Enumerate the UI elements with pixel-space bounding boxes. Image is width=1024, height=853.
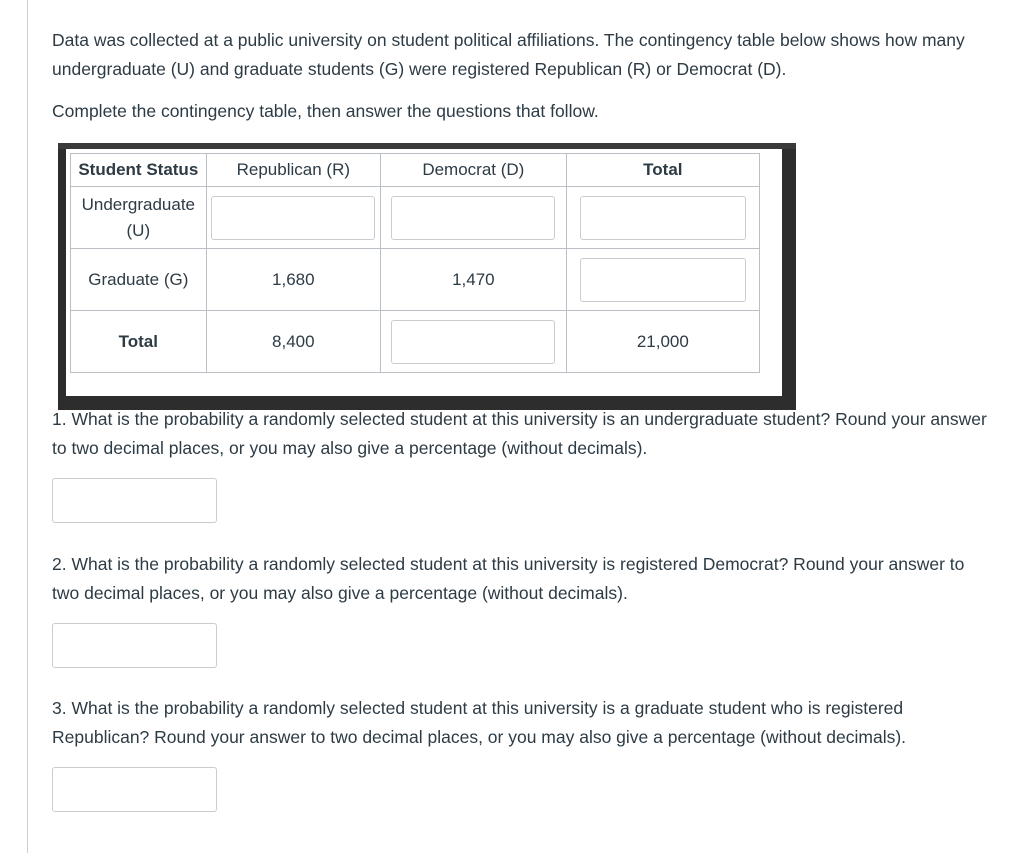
question-content	[52, 26, 992, 747]
cell-undergraduate-democrat	[381, 187, 567, 249]
instruction-paragraph: Complete the contingency table, then answer the questions that follow.	[52, 101, 599, 121]
header-total: Total	[566, 154, 759, 187]
cell-total-republican: 8,400	[206, 311, 380, 373]
cell-undergraduate-total	[566, 187, 759, 249]
table-row-undergraduate	[71, 187, 760, 249]
table-header-row	[71, 154, 760, 187]
header-student-status: Student Status	[71, 154, 207, 187]
header-democrat: Democrat (D)	[381, 154, 567, 187]
row-label-undergraduate-line1: Undergraduate	[81, 194, 196, 214]
question-1-answer-input[interactable]	[52, 478, 217, 523]
row-label-graduate: Graduate (G)	[71, 249, 207, 311]
graduate-total-input[interactable]	[580, 258, 746, 302]
row-label-undergraduate-line2: (U)	[126, 220, 151, 240]
cell-graduate-total	[566, 249, 759, 311]
cell-graduate-republican: 1,680	[206, 249, 380, 311]
header-republican: Republican (R)	[206, 154, 380, 187]
undergraduate-republican-input[interactable]	[211, 196, 375, 240]
undergraduate-democrat-input[interactable]	[391, 196, 555, 240]
cell-undergraduate-republican	[206, 187, 380, 249]
cell-total-total: 21,000	[566, 311, 759, 373]
question-2-text: 2. What is the probability a randomly selected student at this university is registered Democrat? Round your answer to two decimal places, or you may also give a percentage (without decimals).	[52, 554, 965, 603]
row-label-undergraduate	[71, 187, 207, 249]
intro-paragraph: Data was collected at a public university on student political affiliations. The contingency table below shows how many undergraduate (U) and graduate students (G) were registered Republican (R) or Democrat (D).	[52, 30, 965, 79]
question-1-text: 1. What is the probability a randomly selected student at this university is an undergraduate student? Round your answer to two decimal places, or you may also give a percentage (without decimals).	[52, 409, 987, 458]
table-row-graduate	[71, 249, 760, 311]
content-left-border	[27, 0, 28, 853]
undergraduate-total-input[interactable]	[580, 196, 746, 240]
total-democrat-input[interactable]	[391, 320, 555, 364]
row-label-total: Total	[71, 311, 207, 373]
question-3-answer-input[interactable]	[52, 767, 217, 812]
question-3-text: 3. What is the probability a randomly selected student at this university is a graduate student who is registered Republican? Round your answer to two decimal places, or you may also give a percentage (without decimals).	[52, 698, 907, 747]
contingency-table	[70, 153, 760, 373]
table-row-total	[71, 311, 760, 373]
cell-total-democrat	[381, 311, 567, 373]
cell-graduate-democrat: 1,470	[381, 249, 567, 311]
question-2-answer-input[interactable]	[52, 623, 217, 668]
contingency-table-frame	[58, 143, 796, 410]
